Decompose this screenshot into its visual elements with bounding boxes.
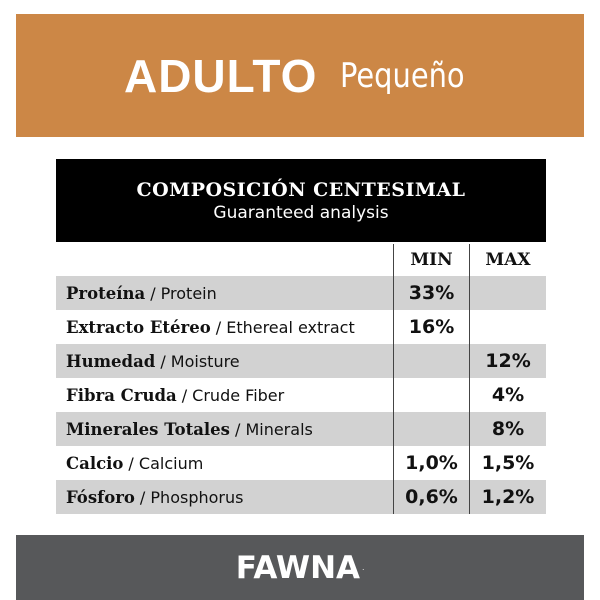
max-value: 8% [469, 412, 546, 446]
nutrient-name-es: Minerales Totales [66, 419, 230, 439]
nutrient-name-es: Fósforo [66, 487, 135, 507]
table-row [56, 310, 546, 344]
table-title-en: Guaranteed analysis [213, 202, 389, 223]
column-header-blank [56, 244, 393, 276]
min-value: 1,0% [393, 446, 469, 480]
min-value: 16% [393, 310, 469, 344]
nutrient-label [56, 446, 393, 480]
min-value [393, 344, 469, 378]
product-title: ADULTO [123, 49, 318, 102]
nutrient-label [56, 310, 393, 344]
max-value: 1,5% [469, 446, 546, 480]
column-header-max: MAX [469, 244, 546, 276]
min-value: 0,6% [393, 480, 469, 514]
guaranteed-analysis-table [56, 159, 546, 514]
min-value [393, 412, 469, 446]
nutrient-name-en: / Calcium [128, 453, 204, 473]
table-row [56, 378, 546, 412]
table-heading [56, 159, 546, 242]
brand-logo: FAWNA [235, 549, 361, 586]
nutrient-name-en: / Ethereal extract [215, 317, 355, 337]
table-row [56, 480, 546, 514]
nutrient-label [56, 412, 393, 446]
nutrient-label [56, 344, 393, 378]
max-value [469, 276, 546, 310]
table-title-es: COMPOSICIÓN CENTESIMAL [136, 178, 466, 201]
nutrient-name-en: / Phosphorus [139, 487, 244, 507]
nutrient-label [56, 480, 393, 514]
min-value: 33% [393, 276, 469, 310]
table-row [56, 344, 546, 378]
header-band [16, 14, 584, 137]
column-header-row [56, 244, 546, 276]
nutrient-name-es: Proteína [66, 283, 146, 303]
max-value: 1,2% [469, 480, 546, 514]
max-value: 12% [469, 344, 546, 378]
footer-band [16, 535, 584, 600]
product-size: Pequeño [340, 55, 466, 96]
nutrient-label [56, 276, 393, 310]
table-row [56, 412, 546, 446]
nutrient-name-en: / Crude Fiber [181, 385, 285, 405]
nutrient-name-en: / Moisture [160, 351, 240, 371]
nutrient-name-en: / Minerals [234, 419, 313, 439]
table-row [56, 276, 546, 310]
nutrient-label [56, 378, 393, 412]
nutrient-name-es: Fibra Cruda [66, 385, 177, 405]
column-header-min: MIN [393, 244, 469, 276]
max-value: 4% [469, 378, 546, 412]
nutrient-name-es: Humedad [66, 351, 156, 371]
table-row [56, 446, 546, 480]
nutrient-name-es: Extracto Etéreo [66, 317, 211, 337]
min-value [393, 378, 469, 412]
max-value [469, 310, 546, 344]
registered-mark: . [362, 563, 365, 572]
nutrient-name-en: / Protein [150, 283, 217, 303]
nutrient-name-es: Calcio [66, 453, 124, 473]
